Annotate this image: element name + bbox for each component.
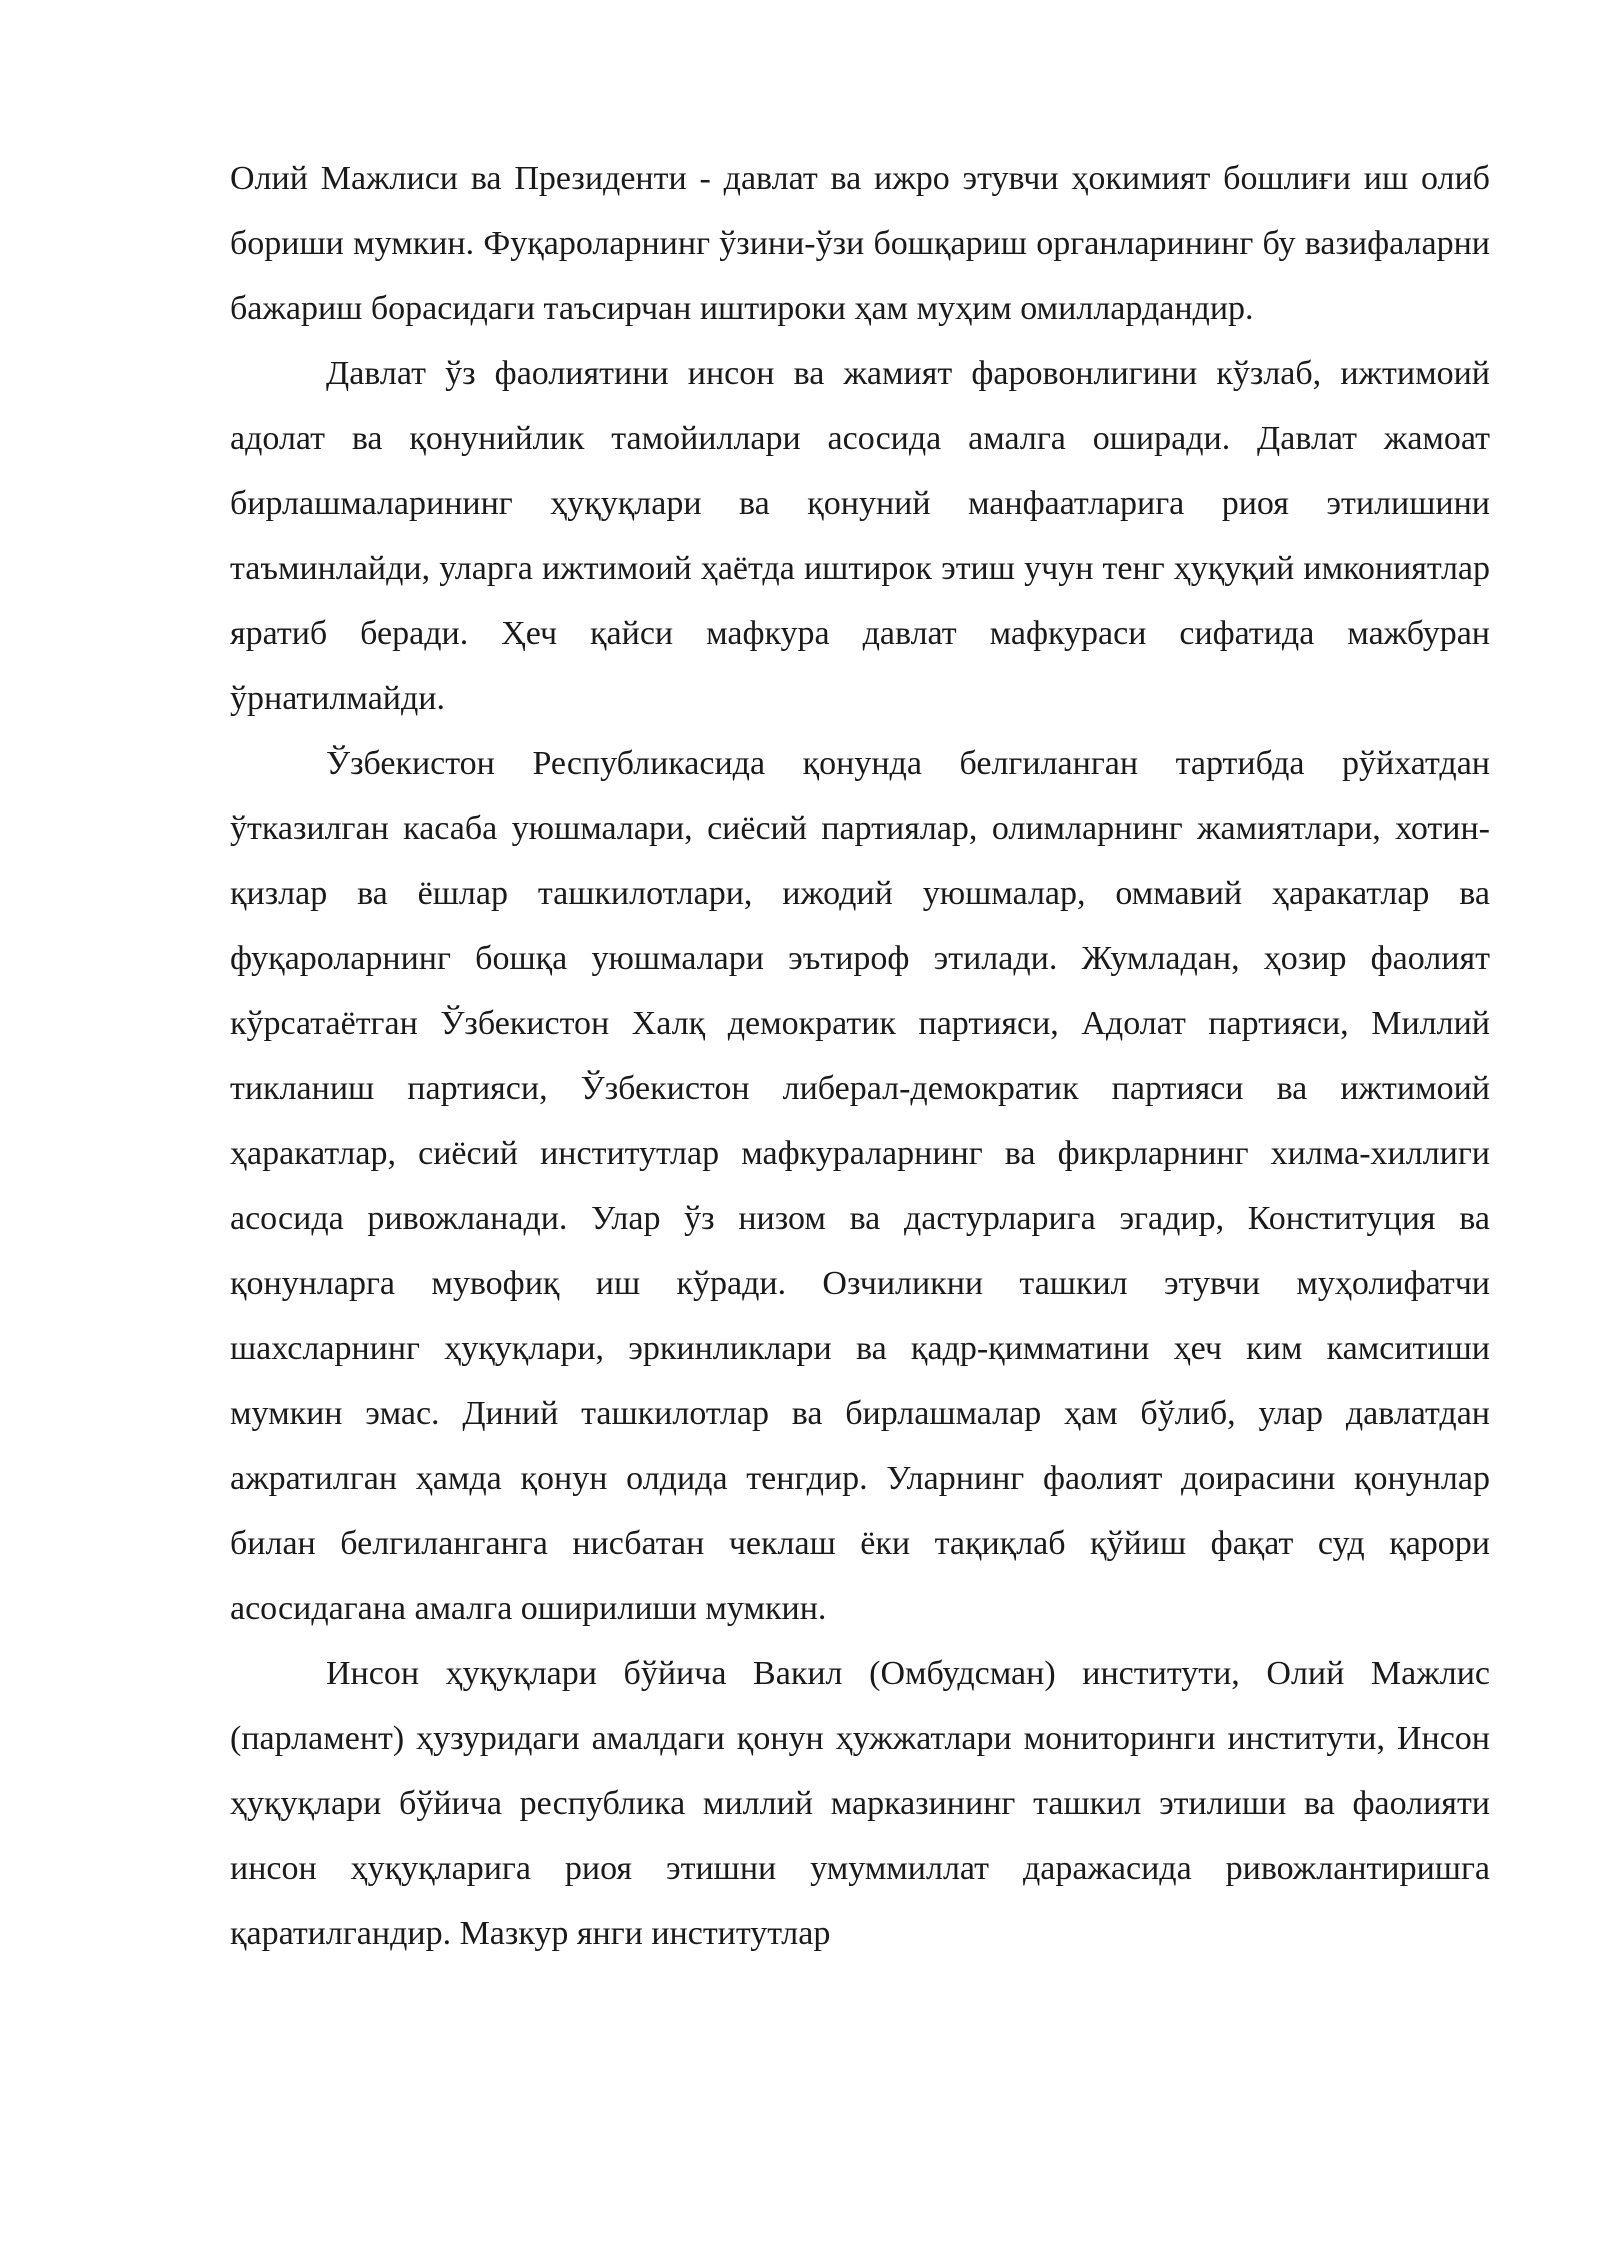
paragraph-public-associations: Ўзбекистон Республикасида қонунда белгиланган тартибда рўйхатдан ўтказилган касаба уюшмалари, сиёсий партиялар, олимларнинг жамиятлари, хотин-қизлар ва ёшлар ташкилотлари, ижодий уюшмалар, оммавий ҳаракатлар ва фуқароларнинг бошқа уюшмалари эътироф этилади. Жумладан, ҳозир фаолият кўрсатаётган Ўзбекистон Халқ демократик партияси, Адолат партияси, Миллий тикланиш партияси, Ўзбекистон либерал-демократик партияси ва ижтимоий ҳаракатлар, сиёсий институтлар мафкураларнинг ва фикрларнинг хилма-хиллиги асосида ривожланади. Улар ўз низом ва дастурларига эгадир, Конституция ва қонунларга мувофиқ иш кўради. Озчиликни ташкил этувчи муҳолифатчи шахсларнинг ҳуқуқлари, эркинликлари ва қадр-қимматини ҳеч ким камситиши мумкин эмас. Диний ташкилотлар ва бирлашмалар ҳам бўлиб, улар давлатдан ажратилган ҳамда қонун олдида тенгдир. Уларнинг фаолият доирасини қонунлар билан белгиланганга нисбатан чеклаш ёки тақиқлаб қўйиш фақат суд қарори асосидагана амалга оширилиши мумкин. [230, 745, 1490, 1627]
paragraph-continuation: Олий Мажлиси ва Президенти - давлат ва ижро этувчи ҳокимият бошлиғи иш олиб бориши мумкин. Фуқароларнинг ўзини-ўзи бошқариш органларининг бу вазифаларни бажариш борасидаги таъсирчан иштироки ҳам муҳим омиллардандир. [230, 160, 1490, 327]
paragraph-human-rights-institutions: Инсон ҳуқуқлари бўйича Вакил (Омбудсман) институти, Олий Мажлис (парламент) ҳузуридаги амалдаги қонун ҳужжатлари мониторинги институти, Инсон ҳуқуқлари бўйича республика миллий марказининг ташкил этилиши ва фаолияти инсон ҳуқуқларига риоя этишни умуммиллат даражасида ривожлантиришга қаратилгандир. Мазкур янги институтлар [230, 1655, 1490, 1952]
paragraph-state-activity: Давлат ўз фаолиятини инсон ва жамият фаровонлигини кўзлаб, ижтимоий адолат ва қонунийлик тамойиллари асосида амалга оширади. Давлат жамоат бирлашмаларининг ҳуқуқлари ва қонуний манфаатларига риоя этилишини таъминлайди, уларга ижтимоий ҳаётда иштирок этиш учун тенг ҳуқуқий имкониятлар яратиб беради. Ҳеч қайси мафкура давлат мафкураси сифатида мажбуран ўрнатилмайди. [230, 355, 1490, 717]
document-body [230, 146, 1490, 1966]
